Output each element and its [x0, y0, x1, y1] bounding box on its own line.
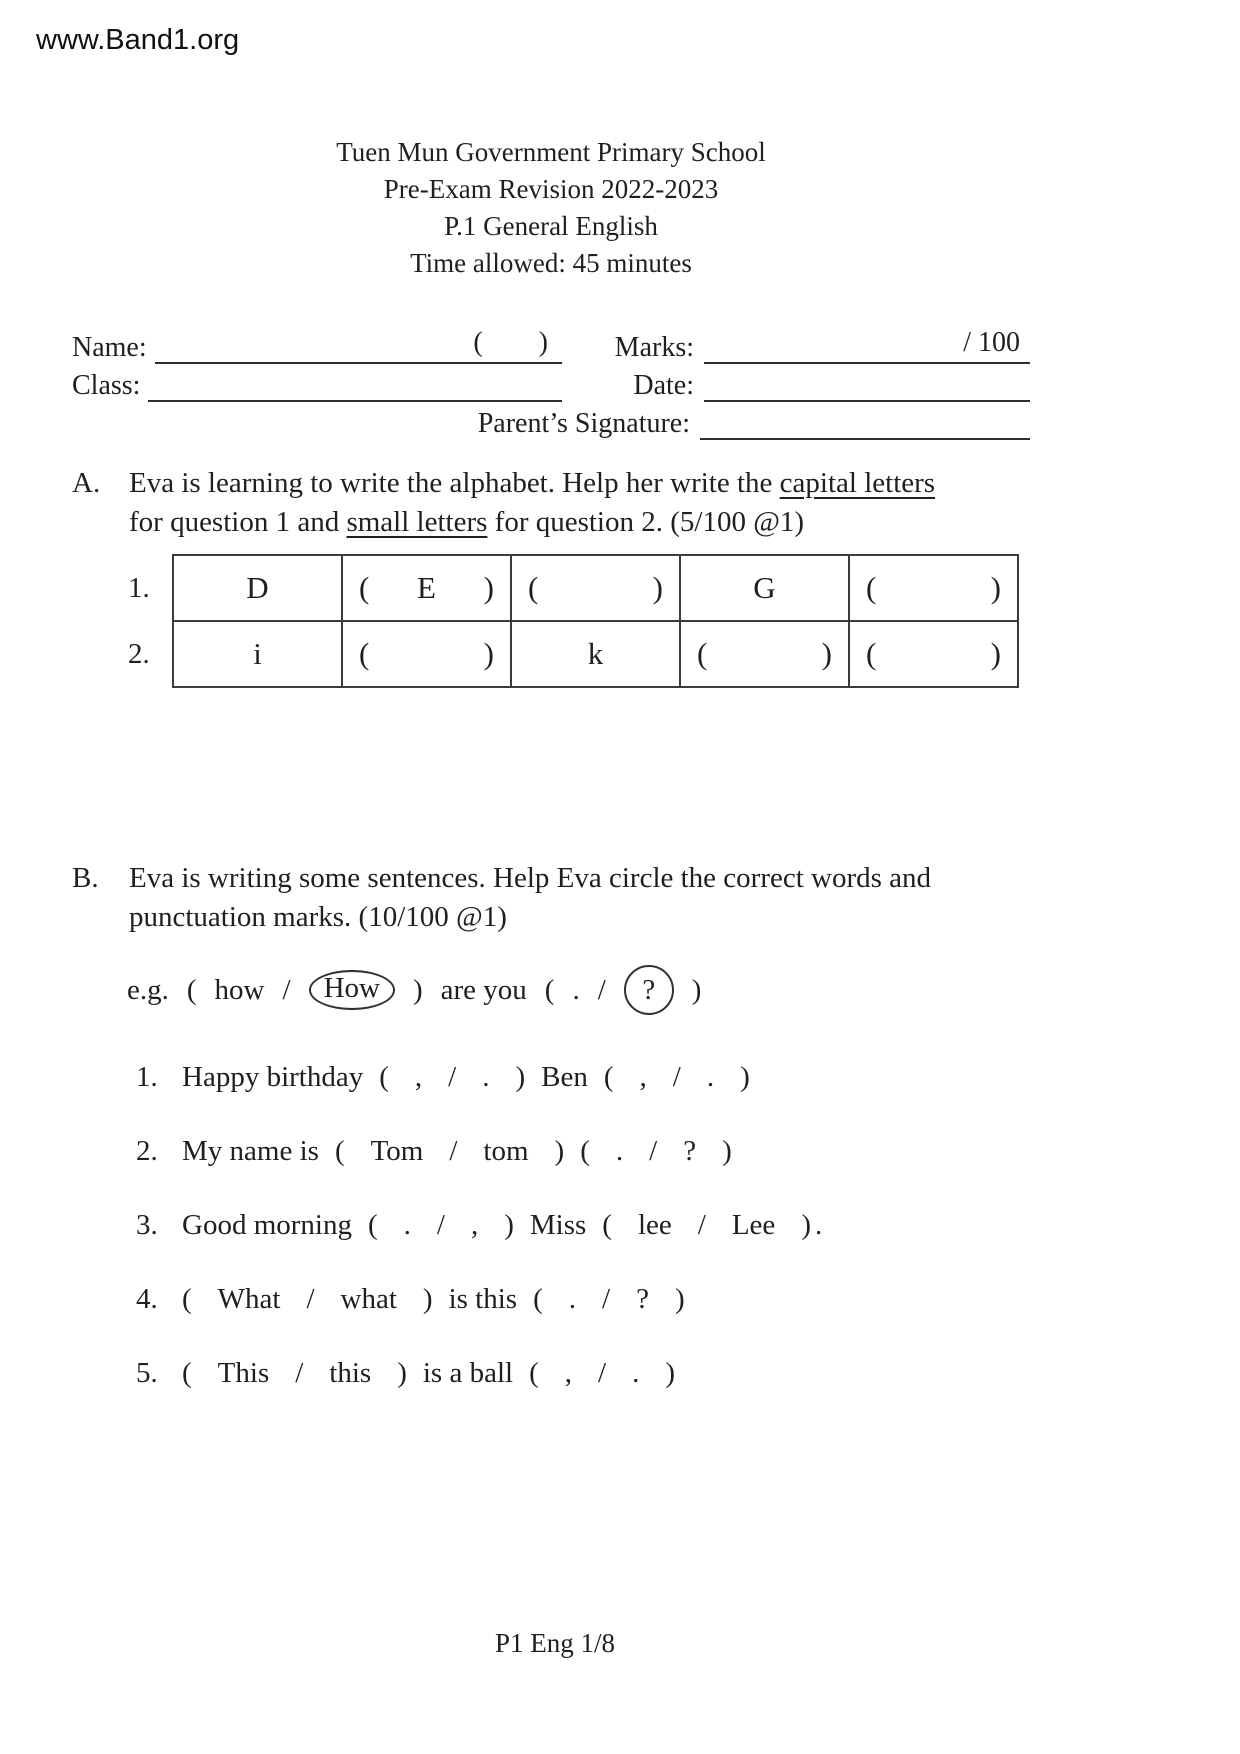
circled-answer-how: How	[309, 970, 395, 1010]
question-text: Miss	[529, 1209, 587, 1241]
choice-group	[580, 1135, 732, 1168]
close-paren: )	[990, 570, 1001, 605]
open-paren: (	[533, 1283, 543, 1315]
example-row	[127, 965, 1030, 1015]
table-row	[128, 621, 1018, 687]
open-paren: (	[186, 973, 197, 1006]
letter: G	[753, 570, 776, 605]
question-2	[136, 1135, 1030, 1168]
instruction-line: Eva is writing some sentences. Help Eva circle the correct words and	[129, 862, 932, 894]
open-paren: (	[866, 636, 877, 671]
question-text: Good morning	[182, 1209, 352, 1241]
row-number	[128, 555, 173, 621]
choice-option: .	[632, 1357, 640, 1389]
choice-option: Tom	[370, 1135, 424, 1167]
letter: E	[417, 570, 436, 605]
instruction-line	[129, 503, 935, 542]
open-paren: (	[367, 1209, 378, 1241]
example-text: are you	[440, 973, 527, 1006]
close-paren: )	[504, 1209, 514, 1241]
open-paren: (	[544, 973, 555, 1006]
open-paren: (	[529, 1357, 539, 1389]
marks-label: Marks:	[614, 332, 694, 363]
choice-option: What	[217, 1283, 281, 1315]
choice-option: this	[329, 1357, 372, 1389]
choice-group	[379, 1061, 525, 1094]
open-paren: (	[182, 1357, 192, 1389]
slash-separator: /	[449, 1135, 458, 1167]
close-paren: )	[515, 1061, 526, 1093]
choice-option: what	[340, 1283, 397, 1315]
row-number-text: 1.	[128, 571, 150, 604]
slash-separator: /	[448, 1061, 457, 1093]
open-paren: (	[603, 1061, 614, 1093]
choice-option: lee	[637, 1209, 672, 1241]
section-a-instructions	[129, 464, 935, 542]
open-paren: (	[359, 636, 370, 671]
table-cell	[511, 555, 680, 621]
letter: k	[587, 636, 604, 671]
close-paren: )	[722, 1135, 732, 1167]
question-number: 3.	[136, 1209, 158, 1241]
row-number-text: 2.	[128, 637, 150, 670]
class-line	[148, 366, 562, 402]
choice-option: Lee	[731, 1209, 776, 1241]
close-paren: )	[665, 1357, 675, 1389]
choice-option: .	[403, 1209, 411, 1241]
school-name: Tuen Mun Government Primary School	[336, 137, 766, 167]
table-cell	[342, 621, 511, 687]
slash-separator: /	[436, 1209, 445, 1241]
question-tail: .	[814, 1209, 823, 1241]
section-b	[72, 859, 1030, 937]
section-a	[72, 464, 1030, 542]
page-number: P1 Eng 1/8	[494, 1628, 615, 1658]
open-paren: (	[334, 1135, 345, 1167]
slash-separator: /	[672, 1061, 681, 1093]
choice-option: .	[706, 1061, 715, 1093]
close-paren: )	[821, 636, 832, 671]
instruction-text: for question 2. (5/100 @1)	[487, 506, 805, 538]
close-paren: )	[801, 1209, 811, 1241]
choice-option: .	[568, 1283, 577, 1315]
marks-total: / 100	[963, 327, 1020, 358]
time-allowed: Time allowed: 45 minutes	[410, 248, 692, 278]
instruction-text: for question 1 and	[129, 506, 347, 538]
instruction-text: Eva is learning to write the alphabet. Help her write the	[129, 467, 780, 499]
open-paren: (	[697, 636, 708, 671]
slash-separator: /	[282, 973, 291, 1006]
choice-option: tom	[483, 1135, 529, 1167]
table-cell	[173, 621, 342, 687]
date-line	[704, 366, 1030, 402]
open-paren: (	[602, 1209, 612, 1241]
instruction-line: punctuation marks. (10/100 @1)	[129, 901, 507, 933]
underlined-text: small letters	[346, 506, 488, 538]
name-marks-row	[72, 326, 1030, 364]
choice-group	[604, 1061, 750, 1094]
site-watermark: www.Band1.org	[36, 24, 240, 56]
open-paren: (	[359, 570, 370, 605]
table-cell	[849, 621, 1018, 687]
slash-separator: /	[697, 1209, 706, 1241]
close-paren: )	[554, 1135, 565, 1167]
choice-group	[335, 1135, 564, 1168]
question-number: 5.	[136, 1357, 158, 1389]
slash-separator: /	[306, 1283, 315, 1315]
open-paren: (	[379, 1061, 389, 1093]
table-cell	[511, 621, 680, 687]
choice-option: .	[615, 1135, 624, 1167]
question-text: Ben	[541, 1061, 588, 1093]
open-paren: (	[473, 327, 483, 358]
class-number-parens	[473, 327, 562, 359]
letter: D	[246, 570, 269, 605]
open-paren: (	[182, 1283, 192, 1315]
open-paren: (	[580, 1135, 590, 1167]
close-paren: )	[397, 1357, 407, 1389]
date-label: Date:	[633, 370, 694, 401]
choice-option: ,	[470, 1209, 479, 1241]
table-cell	[680, 621, 849, 687]
choice-option: ,	[639, 1061, 647, 1093]
choice-option: .	[482, 1061, 490, 1093]
choice-option: how	[214, 973, 265, 1006]
choice-option: ?	[683, 1135, 697, 1167]
choice-option: ,	[414, 1061, 423, 1093]
signature-line	[700, 404, 1030, 440]
question-text: My name is	[182, 1135, 319, 1167]
underlined-text: capital letters	[779, 467, 936, 499]
question-number: 2.	[136, 1135, 158, 1167]
section-b-label: B.	[72, 862, 99, 894]
close-paren: )	[412, 973, 423, 1006]
slash-separator: /	[598, 1357, 607, 1389]
student-info-form	[72, 326, 1030, 440]
slash-separator: /	[602, 1283, 611, 1315]
table-cell	[849, 555, 1018, 621]
close-paren: )	[538, 327, 548, 358]
question-list	[72, 1061, 1030, 1390]
signature-label: Parent’s Signature:	[477, 408, 690, 439]
choice-group	[529, 1357, 675, 1390]
slash-separator: /	[649, 1135, 658, 1167]
section-b-instructions	[129, 859, 931, 937]
row-number	[128, 621, 173, 687]
close-paren: )	[674, 1283, 685, 1315]
name-line	[155, 328, 562, 364]
letter: i	[253, 636, 262, 671]
circled-answer-questionmark: ?	[624, 965, 674, 1015]
question-text: Happy birthday	[182, 1061, 364, 1093]
choice-group	[182, 1283, 433, 1316]
choice-option: ?	[636, 1283, 649, 1315]
close-paren: )	[990, 636, 1001, 671]
choice-group	[182, 1357, 407, 1390]
class-label: Class:	[72, 370, 141, 401]
close-paren: )	[652, 570, 663, 605]
question-number: 1.	[136, 1061, 158, 1093]
table-row	[128, 555, 1018, 621]
question-3	[136, 1209, 1030, 1242]
choice-group	[602, 1209, 811, 1242]
exam-title: Pre-Exam Revision 2022-2023	[383, 174, 719, 204]
alphabet-table	[128, 554, 1019, 688]
choice-option: .	[572, 973, 580, 1006]
table-cell	[173, 555, 342, 621]
class-date-row	[72, 364, 1030, 402]
question-text: is a ball	[422, 1357, 514, 1389]
table-cell	[680, 555, 849, 621]
table-cell	[342, 555, 511, 621]
subject-title: P.1 General English	[444, 211, 658, 241]
question-text: is this	[448, 1283, 518, 1315]
choice-option: ,	[564, 1357, 572, 1389]
open-paren: (	[866, 570, 877, 605]
question-4	[136, 1283, 1030, 1316]
section-a-label: A.	[72, 467, 101, 499]
question-5	[136, 1357, 1030, 1390]
close-paren: )	[740, 1061, 750, 1093]
name-label: Name:	[72, 332, 147, 363]
open-paren: (	[528, 570, 539, 605]
close-paren: )	[422, 1283, 433, 1315]
example-prefix: e.g.	[127, 973, 169, 1006]
choice-group	[533, 1283, 685, 1316]
close-paren: )	[483, 570, 494, 605]
signature-row	[72, 402, 1030, 440]
question-number: 4.	[136, 1283, 158, 1315]
question-1	[136, 1061, 1030, 1094]
close-paren: )	[691, 973, 702, 1006]
slash-separator: /	[295, 1357, 304, 1389]
instruction-line	[129, 464, 935, 503]
marks-line	[704, 328, 1030, 364]
choice-option: This	[217, 1357, 270, 1389]
choice-group	[368, 1209, 514, 1242]
slash-separator: /	[597, 973, 606, 1006]
close-paren: )	[483, 636, 494, 671]
